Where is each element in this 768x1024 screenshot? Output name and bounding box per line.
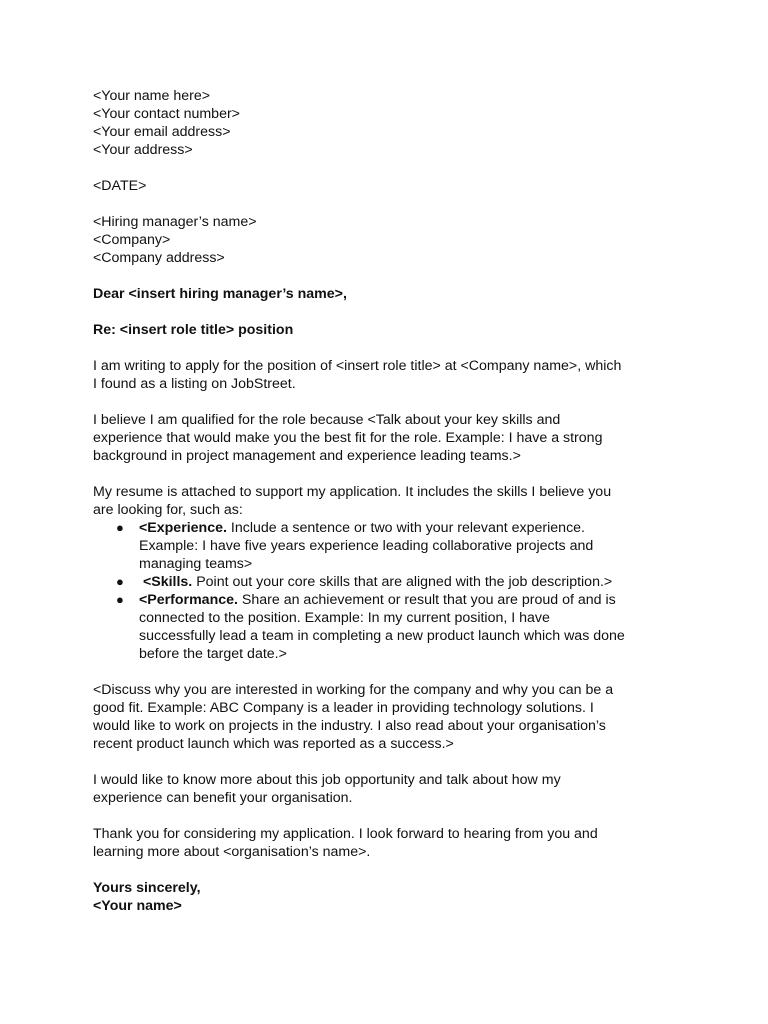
- sender-address: <Your address>: [93, 142, 193, 158]
- sender-name: <Your name here>: [93, 88, 211, 104]
- thanks-paragraph: [93, 825, 683, 861]
- bullet-icon: ●: [116, 574, 124, 589]
- paragraph-line: Thank you for considering my application. I look forward to hearing from you and: [93, 826, 598, 842]
- paragraph-line: recent product launch which was reported as a success.>: [93, 736, 454, 752]
- company-fit-paragraph: [93, 681, 683, 753]
- bullet-text: Share an achievement or result that you are proud of and is: [237, 592, 616, 608]
- bullet-label: <Experience.: [139, 520, 227, 536]
- paragraph-line: experience that would make you the best fit for the role. Example: I have a strong: [93, 430, 603, 446]
- bullet-item-skills: [93, 573, 683, 591]
- bullet-text: Include a sentence or two with your relevant experience.: [226, 520, 585, 536]
- sender-email: <Your email address>: [93, 124, 231, 140]
- bullet-item-experience: [93, 519, 683, 573]
- bullet-icon: ●: [116, 520, 124, 535]
- paragraph-line: would like to work on projects in the industry. I also read about your organisation’s: [93, 718, 606, 734]
- bullet-label: <Performance.: [139, 592, 238, 608]
- bullet-text: Point out your core skills that are aligned with the job description.>: [192, 574, 613, 590]
- letter-date: <DATE>: [93, 178, 147, 194]
- recipient-name: <Hiring manager’s name>: [93, 214, 257, 230]
- signature-block: [93, 879, 683, 915]
- paragraph-line: I found as a listing on JobStreet.: [93, 376, 296, 392]
- closing-text: Yours sincerely,: [93, 880, 201, 896]
- signature-name: <Your name>: [93, 898, 182, 914]
- paragraph-line: good fit. Example: ABC Company is a leader in providing technology solutions. I: [93, 700, 594, 716]
- paragraph-line: My resume is attached to support my application. It includes the skills I believe you: [93, 484, 612, 500]
- opportunity-paragraph: [93, 771, 683, 807]
- bullet-line: managing teams>: [139, 556, 253, 572]
- bullet-icon: ●: [116, 592, 124, 607]
- paragraph-line: are looking for, such as:: [93, 502, 243, 518]
- bullet-line: before the target date.>: [139, 646, 287, 662]
- paragraph-line: I am writing to apply for the position of <insert role title> at <Company name>, which: [93, 358, 622, 374]
- subject-text: Re: <insert role title> position: [93, 322, 294, 338]
- bullet-first-line: [139, 591, 683, 609]
- salutation: [93, 285, 683, 303]
- qualification-paragraph: [93, 411, 683, 465]
- paragraph-line: I believe I am qualified for the role because <Talk about your key skills and: [93, 412, 561, 428]
- bullet-item-performance: [93, 591, 683, 663]
- subject-line: [93, 321, 683, 339]
- recipient-block: [93, 213, 683, 267]
- recipient-address: <Company address>: [93, 250, 225, 266]
- bullet-line: successfully lead a team in completing a new product launch which was done: [139, 628, 625, 644]
- bullet-first-line: [139, 573, 683, 591]
- recipient-company: <Company>: [93, 232, 171, 248]
- bullet-line: Example: I have five years experience leading collaborative projects and: [139, 538, 594, 554]
- paragraph-line: I would like to know more about this job opportunity and talk about how my: [93, 772, 561, 788]
- intro-paragraph: [93, 357, 683, 393]
- paragraph-line: experience can benefit your organisation.: [93, 790, 353, 806]
- bullet-line: connected to the position. Example: In my current position, I have: [139, 610, 550, 626]
- paragraph-line: background in project management and experience leading teams.>: [93, 448, 521, 464]
- resume-intro-paragraph: [93, 483, 683, 519]
- bullet-first-line: [139, 519, 683, 537]
- skills-bullet-list: [93, 519, 683, 663]
- sender-block: [93, 87, 683, 159]
- paragraph-line: <Discuss why you are interested in working for the company and why you can be a: [93, 682, 614, 698]
- date-block: [93, 177, 683, 195]
- sender-contact: <Your contact number>: [93, 106, 240, 122]
- bullet-label: <Skills.: [142, 574, 193, 590]
- letter-body: [93, 87, 683, 915]
- paragraph-line: learning more about <organisation’s name>.: [93, 844, 371, 860]
- salutation-text: Dear <insert hiring manager’s name>,: [93, 286, 347, 302]
